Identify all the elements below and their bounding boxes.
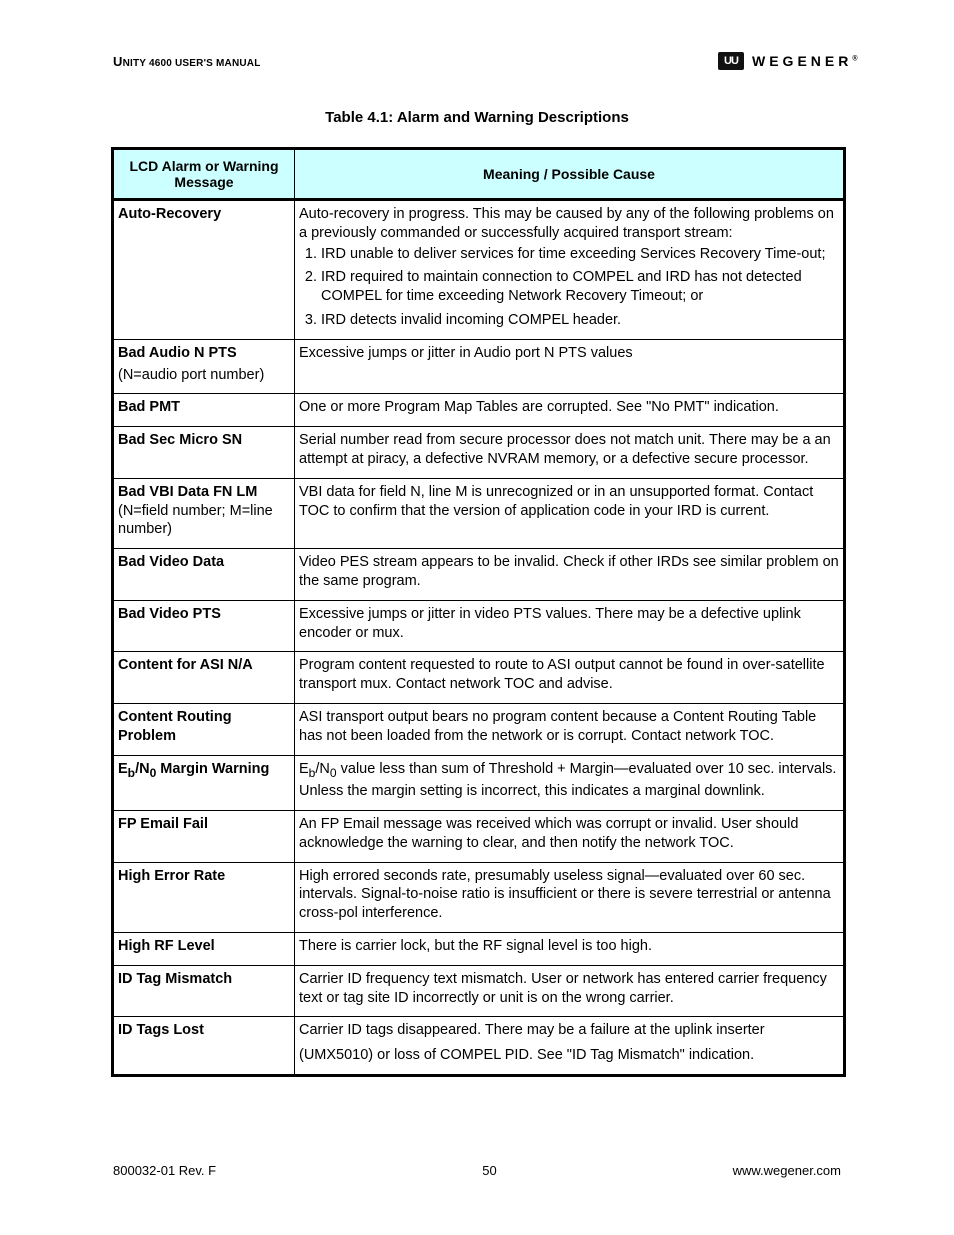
table-row <box>113 1017 845 1076</box>
alarm-meaning: There is carrier lock, but the RF signal level is too high. <box>295 933 845 966</box>
alarm-meaning: $E_b/N_0$ value less than sum of Threshold + Margin—evaluated over 10 sec. intervals. Unless the margin setting is incorrect, this indicates a marginal downlink. <box>295 755 845 810</box>
manual-title: UNITY 4600 USER'S MANUAL <box>113 54 261 69</box>
alarm-message: $E_b/N_0$ Margin Warning <box>113 755 295 810</box>
document-number: 800032-01 Rev. F <box>113 1163 217 1178</box>
alarm-meaning: Carrier ID frequency text mismatch. User or network has entered carrier frequency text or tag site ID incorrectly or unit is on the wrong carrier. <box>295 965 845 1017</box>
alarm-meaning: An FP Email message was received which was corrupt or invalid. User should acknowledge the warning to clear, and then notify the network TOC. <box>295 811 845 863</box>
table-row <box>113 652 845 704</box>
alarm-message: Bad VBI Data FN LM (N=field number; M=line number) <box>113 478 295 548</box>
alarm-message: Bad Video Data <box>113 549 295 601</box>
list-item: 2. IRD required to maintain connection to COMPEL and IRD has not detected COMPEL for time exceeding Network Recovery Timeout; or <box>321 268 839 306</box>
alarm-meaning: Excessive jumps or jitter in video PTS values. There may be a defective uplink encoder or mux. <box>295 600 845 652</box>
alarm-message: Content Routing Problem <box>113 703 295 755</box>
table-row <box>113 478 845 548</box>
table-row <box>113 600 845 652</box>
alarm-meaning: High errored seconds rate, presumably useless signal—evaluated over 60 sec. intervals. Signal-to-noise ratio is insufficient or there is severe terrestrial or antenna cross-pol interference. <box>295 862 845 932</box>
alarm-meaning: Carrier ID tags disappeared. There may be a failure at the uplink inserter (UMX5010) or loss of COMPEL PID. See "ID Tag Mismatch" indication. <box>295 1017 845 1076</box>
page-number: 50 <box>482 1163 497 1178</box>
logo-mark-icon: UU <box>718 52 744 70</box>
table-row <box>113 427 845 479</box>
alarm-message: Bad Sec Micro SN <box>113 427 295 479</box>
alarm-meaning: Video PES stream appears to be invalid. Check if other IRDs see similar problem on the same program. <box>295 549 845 601</box>
column-header-message: LCD Alarm or Warning Message <box>113 149 295 200</box>
alarm-message: Bad Video PTS <box>113 600 295 652</box>
table-row <box>113 755 845 810</box>
table-row <box>113 703 845 755</box>
logo-text: WEGENER® <box>752 53 858 69</box>
alarm-meaning: Serial number read from secure processor does not match unit. There may be a an attempt at piracy, a defective NVRAM memory, or a defective secure processor. <box>295 427 845 479</box>
alarm-message: Bad Audio N PTS (N=audio port number) <box>113 339 295 394</box>
alarm-table <box>111 147 846 1077</box>
alarm-message: ID Tag Mismatch <box>113 965 295 1017</box>
table-row <box>113 200 845 340</box>
alarm-meaning: ASI transport output bears no program content because a Content Routing Table has not been loaded from the network or is corrupt. Contact network TOC. <box>295 703 845 755</box>
table-row <box>113 965 845 1017</box>
alarm-message: FP Email Fail <box>113 811 295 863</box>
table-row <box>113 394 845 427</box>
alarm-message: ID Tags Lost <box>113 1017 295 1076</box>
website-link[interactable]: www.wegener.com <box>732 1163 841 1178</box>
table-row <box>113 549 845 601</box>
table-row <box>113 862 845 932</box>
alarm-meaning: Auto-recovery in progress. This may be caused by any of the following problems on a previously commanded or successfully acquired transport stream: 1. IRD unable to deliver services for time exceeding Services Recovery Time-out; 2. IRD required to maintain connection to COMPEL and IRD has not detected COMPEL for time exceeding Network Recovery Timeout; or 3. IRD detects invalid incoming COMPEL header. <box>295 200 845 340</box>
alarm-message: Auto-Recovery <box>113 200 295 340</box>
alarm-meaning: One or more Program Map Tables are corrupted. See "No PMT" indication. <box>295 394 845 427</box>
alarm-meaning: VBI data for field N, line M is unrecognized or in an unsupported format. Contact TOC to confirm that the version of application code in your IRD is current. <box>295 478 845 548</box>
list-item: 1. IRD unable to deliver services for time exceeding Services Recovery Time-out; <box>321 245 839 264</box>
table-caption: Table 4.1: Alarm and Warning Descriptions <box>325 109 629 126</box>
alarm-meaning: Program content requested to route to ASI output cannot be found in over-satellite transport mux. Contact network TOC and advise. <box>295 652 845 704</box>
table-row <box>113 933 845 966</box>
alarm-message: Content for ASI N/A <box>113 652 295 704</box>
wegener-logo <box>718 52 858 70</box>
alarm-message: Bad PMT <box>113 394 295 427</box>
cause-list <box>299 245 839 330</box>
table-row <box>113 339 845 394</box>
column-header-meaning: Meaning / Possible Cause <box>295 149 845 200</box>
alarm-message: High Error Rate <box>113 862 295 932</box>
table-header-row <box>113 149 845 200</box>
alarm-message: High RF Level <box>113 933 295 966</box>
table-row <box>113 811 845 863</box>
alarm-meaning: Excessive jumps or jitter in Audio port N PTS values <box>295 339 845 394</box>
list-item: 3. IRD detects invalid incoming COMPEL header. <box>321 311 839 330</box>
